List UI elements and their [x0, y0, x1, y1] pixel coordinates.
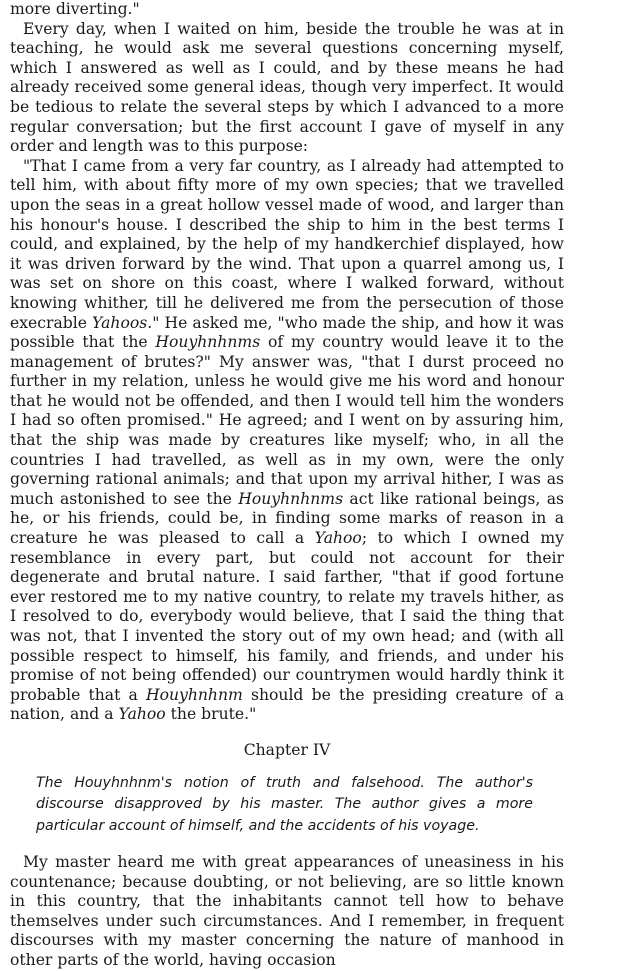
text-run: act like rational beings, as he, or his friends, could be, in finding some marks of reason in a creature he was pleased to call a [10, 489, 564, 548]
text-run: of my country would leave it to the management of brutes?" My answer was, "that I durst proceed no further in my relation, unless he would give me his word and honour that he would not be offended, and then I would tell him the wonders I had so often promised." He agreed; and I went on by assuring him, that the ship was made by creatures like myself; who, in all the countries I had travelled, as well as in my own, were the only governing rational animals; and that upon my arrival hither, I was as much astonished to see the [10, 333, 564, 508]
paragraph-master-heard: My master heard me with great appearances of uneasiness in his countenance; because doubting, or not believing, are so little known in this country, that the inhabitants cannot tell how to behave themselves under such circumstances. And I remember, in frequent discourses with my master concerning the nature of manhood in other parts of the world, having occasion [10, 853, 564, 970]
italic-term: Yahoo [314, 529, 362, 548]
text-run: "That I came from a very far country, as I already had attempted to tell him, with about fifty more of my own species; that we travelled upon the seas in a great hollow vessel made of wood, and larger than his honour's house. I described the ship to him in the best terms I could, and explained, by the help of my handkerchief displayed, how it was driven forward by the wind. That upon a quarrel among us, I was set on shore on this coast, where I walked forward, without knowing whither, till he delivered me from the persecution of those execrable [10, 156, 564, 332]
text-run: Every day, when I waited on him, beside the trouble he was at in teaching, he would ask me several questions concerning myself, which I answered as well as I could, and by these means he had already received some general ideas, though very imperfect. It would be tedious to relate the several steps by which I advanced to a more regular conversation; but the first account I gave of myself in any order and length was to this purpose: [10, 19, 564, 156]
text-run: should be the presiding creature of a nation, and a [10, 685, 564, 724]
text-run: ; to which I owned my resemblance in every part, but could not account for their degenerate and brutal nature. I said farther, "that if good fortune ever restored me to my native country, to relate my travels hither, as I resolved to do, everybody would believe, that I said the thing that was not, that I invented the story out of my own head; and (with all possible respect to himself, his family, and friends, and under his promise of not being offended) our countrymen would hardly think it probable that a [10, 529, 564, 704]
book-page [10, 0, 564, 971]
paragraph-every-day [10, 20, 564, 157]
italic-term: Yahoos [92, 313, 148, 332]
italic-term: Houyhnhnms [238, 489, 344, 508]
italic-term: Houyhnhnms [155, 333, 261, 352]
paragraph-continuation [10, 0, 564, 20]
paragraph-account [10, 157, 564, 725]
text-run: the brute." [165, 705, 257, 724]
text-run: ." He asked me, "who made the ship, and how it was possible that the [10, 313, 565, 352]
chapter-summary: The Houyhnhnm's notion of truth and falsehood. The author's discourse disapproved by his master. The author gives a more particular account of himself, and the accidents of his voyage. [36, 774, 533, 834]
italic-term: Houyhnhnm [145, 685, 243, 704]
text-run: more diverting." [10, 0, 140, 18]
chapter-heading: Chapter IV [243, 740, 331, 759]
italic-term: Yahoo [118, 705, 166, 724]
